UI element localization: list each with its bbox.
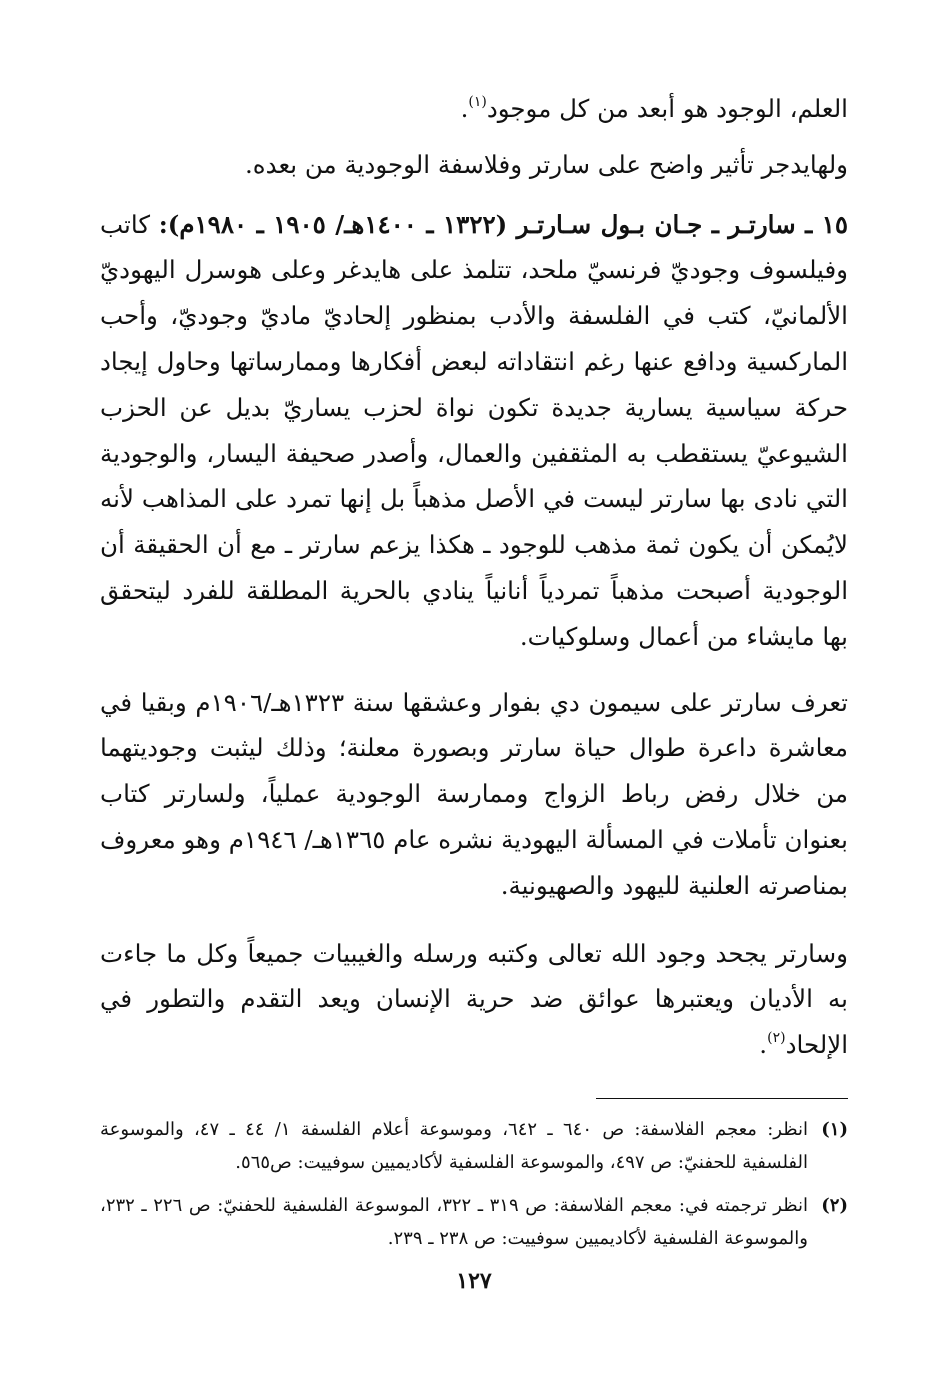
footnote-1 xyxy=(100,1113,848,1179)
footnote-2 xyxy=(100,1189,848,1255)
page-number: ١٢٧ xyxy=(456,1268,492,1294)
paragraph-5 xyxy=(100,931,848,1068)
footnote-1-text: انظر: معجم الفلاسفة: ص ٦٤٠ ـ ٦٤٢، وموسوعة أعلام الفلسفة ١/ ٤٤ ـ ٤٧، والموسوعة الفلسفية للحفنيّ: ص ٤٩٧، والموسوعة الفلسفية لأكاديميين سوفييت: ص٥٦٥. xyxy=(100,1118,809,1173)
footnote-ref-2[interactable]: (٢) xyxy=(767,1029,786,1046)
entry-heading-sartre: ١٥ ـ سارتـر ـ جـان بـول سـارتـر (١٣٢٢ ـ ١٤٠٠هـ/ ١٩٠٥ ـ ١٩٨٠م): xyxy=(158,209,849,239)
paragraph-1-text: العلم، الوجود هو أبعد من كل موجود xyxy=(486,94,848,123)
paragraph-4: تعرف سارتر على سيمون دي بفوار وعشقها سنة ١٣٢٣هـ/١٩٠٦م وبقيا في معاشرة داعرة طوال حياة سارتر وبصورة معلنة؛ وذلك ليثبت وجوديتهما من خلال رفض رباط الزواج وممارسة الوجودية عملياً، ولسارتر كتاب بعنوان تأملات في المسألة اليهودية نشره عام ١٣٦٥هـ/ ١٩٤٦م وهو معروف بمناصرته العلنية لليهود والصهيونية. xyxy=(100,687,849,900)
footnote-2-number: (٢) xyxy=(821,1194,848,1216)
paragraph-2: ولهايدجر تأثير واضح على سارتر وفلاسفة الوجودية من بعده. xyxy=(245,149,848,179)
paragraph-1 xyxy=(100,86,848,132)
paragraph-3-body: كاتب وفيلسوف وجوديّ فرنسيّ ملحد، تتلمذ على هايدغر وعلى هوسرل اليهوديّ الألمانيّ، كتب في الفلسفة والأدب بمنظور إلحاديّ ماديّ وجوديّ، وأحب الماركسية ودافع عنها رغم انتقاداته لبعض أفكارها وممارساتها وحاول إيجاد حركة سياسية يسارية جديدة تكون نواة لحزب يساريّ بديل عن الحزب الشيوعيّ يستقطب به المثقفين والعمال، وأصدر صحيفة اليسار، والوجودية التي نادى بها سارتر ليست في الأصل مذهباً بل إنها تمرد على المذاهب لأنه لايُمكن أن يكون ثمة مذهب للوجود ـ هكذا يزعم سارتر ـ مع أن الحقيقة أن الوجودية أصبحت مذهباً تمردياً أنانياً ينادي بالحرية المطلقة للفرد ليتحقق بها مايشاء من أعمال وسلوكيات. xyxy=(100,209,848,651)
footnotes xyxy=(100,1113,848,1255)
paragraph-5-end: . xyxy=(759,1030,768,1060)
paragraph-3 xyxy=(100,202,848,660)
footnote-2-text: انظر ترجمته في: معجم الفلاسفة: ص ٣١٩ ـ ٣٢٢، الموسوعة الفلسفية للحفنيّ: ص ٢٢٦ ـ ٢٣٢، والموسوعة الفلسفية لأكاديميين سوفييت: ص ٢٣٨ ـ ٢٣٩. xyxy=(100,1194,808,1249)
paragraph-5-text: وسارتر يجحد وجود الله تعالى وكتبه ورسله والغيبيات جميعاً وكل ما جاءت به الأديان ويعتبرها عوائق ضد حرية الإنسان ويعد التقدم والتطور في الإلحاد xyxy=(100,938,848,1060)
footnote-1-number: (١) xyxy=(821,1118,848,1140)
footnote-separator xyxy=(596,1098,848,1099)
paragraph-1-end: . xyxy=(460,94,469,123)
main-text xyxy=(100,86,848,1068)
footnote-ref-1[interactable]: (١) xyxy=(468,93,487,110)
